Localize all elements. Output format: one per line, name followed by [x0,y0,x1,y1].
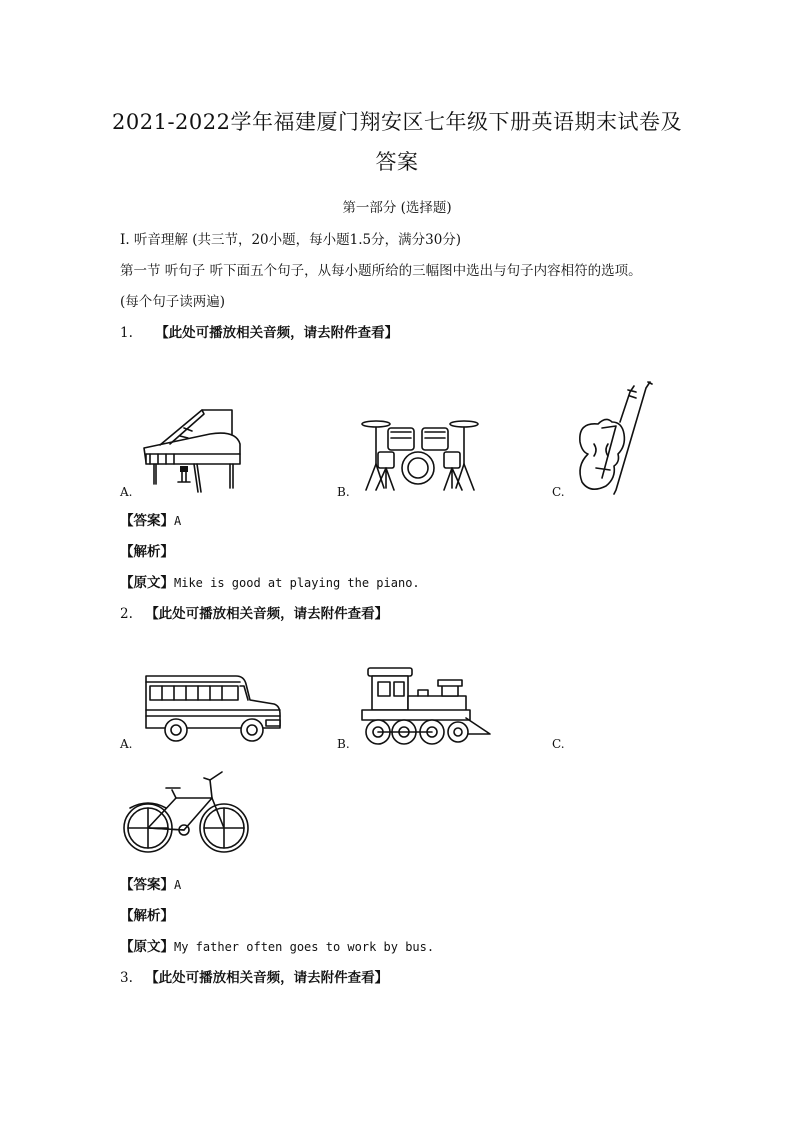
document-title-line2: 答案 [375,150,419,174]
q2-analysis-label: 【解析】 [120,908,174,924]
q1-answer-value: A [174,514,182,528]
train-icon [358,662,494,748]
subsection-instruction-line2: (每个句子读两遍) [120,294,226,310]
q1-option-a-label[interactable]: A. [120,485,133,499]
q2-answer [120,873,181,893]
q2-analysis [120,904,174,924]
violin-icon [572,378,656,496]
q1-header [120,321,398,341]
section-one-heading: I. 听音理解 (共三节，20小题，每小题1.5分，满分30分) [120,232,462,248]
q1-audio-note[interactable]: 【此处可播放相关音频，请去附件查看】 [155,325,399,341]
q1-answer-label: 【答案】 [120,513,174,529]
q1-original-text: Mike is good at playing the piano. [174,576,420,590]
q3-header [120,966,388,986]
q3-audio-note[interactable]: 【此处可播放相关音频，请去附件查看】 [145,970,389,986]
q2-header [120,602,388,622]
q2-option-a-label[interactable]: A. [120,737,133,751]
q1-analysis [120,540,174,560]
q2-answer-value: A [174,878,182,892]
q2-original-label: 【原文】 [120,939,174,955]
q3-number: 3. [120,970,133,986]
q2-option-b-label[interactable]: B. [337,737,350,751]
q2-option-c-label[interactable]: C. [552,737,565,751]
q2-original [120,935,434,955]
document-title-line1: 2021-2022学年福建厦门翔安区七年级下册英语期末试卷及 [112,110,682,134]
q2-audio-note[interactable]: 【此处可播放相关音频，请去附件查看】 [145,606,389,622]
q2-answer-label: 【答案】 [120,877,174,893]
q2-original-text: My father often goes to work by bus. [174,940,435,954]
piano-icon [140,404,244,496]
q1-option-b-label[interactable]: B. [337,485,350,499]
q1-option-c-label[interactable]: C. [552,485,565,499]
q1-original-label: 【原文】 [120,575,174,591]
q1-original [120,571,420,591]
q2-number: 2. [120,606,133,622]
drum-kit-icon [358,414,482,494]
part-heading: 第一部分 (选择题) [342,200,452,216]
subsection-instruction-line1: 第一节 听句子 听下面五个句子，从每小题所给的三幅图中选出与句子内容相符的选项。 [120,263,642,279]
bus-icon [140,670,284,748]
q1-analysis-label: 【解析】 [120,544,174,560]
q1-number: 1. [120,325,133,341]
q1-answer [120,509,181,529]
bicycle-icon [120,768,254,858]
